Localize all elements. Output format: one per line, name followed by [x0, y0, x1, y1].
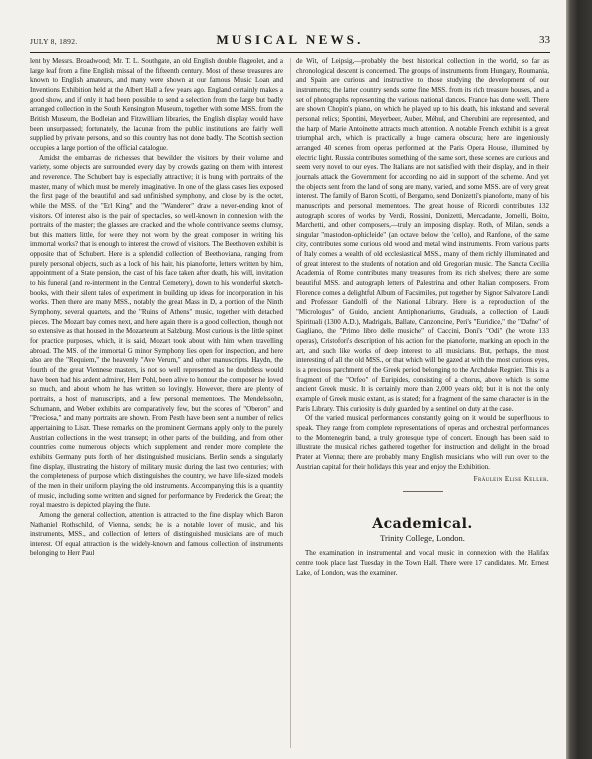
publication-title: MUSICAL NEWS.: [216, 32, 364, 47]
column-divider: [290, 58, 291, 748]
section-divider: [403, 491, 443, 492]
author-signature: Fräulein Elise Keller.: [473, 475, 549, 484]
header-date: JULY 8, 1892.: [30, 37, 78, 46]
paragraph: The examination in instrumental and vocal music in connexion with the Halifax centre took place last Tuesday in the Town Hall. There were 17 candidates. Mr. Ernest Lake, of London, was the examiner.: [296, 549, 549, 577]
paragraph: de Wit, of Leipsig,—probably the best historical collection in the world, so far as chronological descent is concerned. The groups of instruments from Hungary, Roumania, and Spain are curious and instructive to those studying the development of our instruments; the latter country sends some fine MSS. from its rich treasure houses, and a set of photographs representing the various national dances. France has done well. There are shown Chopin's piano, on which he played up to his death, his inkstand and several personal relics; Spontini, Meyerbeer, Auber, Méhul, and Cherubini are represented, and the harp of Marie Antoinette attracts much attention. A notable French exhibit is a great triumphal arch, which is practically a huge camera obscura; here are ingeniously arranged 40 scenes from operas performed at the Paris Opera House, illumined by electric light. Russia contributes something of the same sort, these scenes are curious and seem very novel to our eyes. The Italians are not satisfied with their display, and in their journals attack the Government for according no aid in support of the scheme. And yet the objects sent from the land of song are many, varied, and some MSS. are of very great interest. The family of Baron Scotti, of Bergamo, send Donizetti's pianoforte, many of his manuscripts and personal mementoes. The great house of Ricordi contributes 132 autograph scores of works by Verdi, Rossini, Donizetti, Mercadante, Jomelli, Boito, Marchetti, and other composers,—truly an imposing display. Roth, of Milan, sends a singular "mastodon-ophicleide" (an octave below the 'cello), and Ranfone, of the same city, contributes some curious old wood and metal wind instruments. From various parts of Italy comes a wealth of old ecclesiastical MSS., many of them richly illuminated and of great interest to the students of notation and old Gregorian music. The Sancta Cecilia Academia of Rome contributes many treasures from its rich shelves; there are some beautiful MSS. and autograph letters of Palestrina and other Italian composers. From Florence comes a delightful Album of Facsimiles, put together by Signor Salvatore Landi and Professor Gandolfi of the National Library. Here is a reproduction of the "Micrologus" of Guido, ancient Antiphonariums, Graduals, a collection of Laudi Spirituali (1300 A.D.), Madrigals, Ballate, Canzoncine, Peri's "Euridice," the "Dafne" of Gagliano, the "Primo libro delle musiche" of Caccini, Doni's "Odi" (he wrote 133 operas), Cristofori's description of his action for the pianoforte, marking an epoch in the art, and such like works of deep interest to all musicians. But, perhaps, the most interesting of all the old MSS., or that which will be gazed at with the most curious eyes, is a precious parchment of the Greek period belonging to the Archduke Regnier. This is a fragment of the "Orfeo" of Euripides, consisting of a chorus, above which is some ancient Greek music. It is certainly more than 2,000 years old; but it is not the only example of Greek music extant, as is stated; for a fragment of the same character is in the Paris Library. This curiosity is duly guarded by a sentinel on duty at the case.: [296, 57, 549, 413]
page-number: 33: [539, 34, 550, 46]
left-column: [30, 57, 283, 559]
section-subheading: Trinity College, London.: [380, 532, 465, 543]
paragraph: Amidst the embarras de richesses that bewilder the visitors by their volume and variety, some objects are surrounded every day by crowds gazing on them with interest and reverence. The Schubert bay is especially attractive; it is hung with portraits of the master, many of which must be merely imaginative. In one of the glass cases lies exposed the first page of the beautiful and sad unfinished symphony, and close by is the octet, while the MSS. of the "Erl King" and the "Wanderer" draw a never-ending knot of visitors. Of interest also is the pair of spectacles, so well-known in connexion with the portraits of the master; the glasses are cracked and the whole contrivance seems clumsy, but this matters little, for were they not worn by the great composer in writing his immortal works? that is enough to interest the crowd of visitors. The Beethoven exhibit is opposite that of Schubert. Here is a splendid collection of Beethoviana, ranging from purely personal objects, such as a lock of his hair, his pianoforte, letters written by him, appointment of a State pension, the cast of his face taken after death, his will, invitation to his funeral (and re-interment in the Central Cemetery), down to his wonderful sketch-books, with their silent tales of experiment in building up ideas for incorporation in his works. Then there are many MSS., notably the great Mass in D, a portion of the Ninth Symphony, several quartets, and the "Ruins of Athens" music, together with detached pieces. The Mozart bay comes next, and here again there is a good collection, though not so extensive as that housed in the Mozarteum at Salzburg. Most curious is the little spinet for practice purposes, which, it is said, Mozart took about with him when travelling abroad. The MS. of the immortal G minor Symphony lies open for inspection, and here also are the "Requiem," the heavenly "Ave Verum," and other manuscripts. Haydn, the fourth of the great Viennese masters, is not so well represented as he doubtless would have been had his ardent admirer, Herr Pohl, been alive to honour the composer he loved so much, and about whom he has written so lovingly. However, there are plenty of portraits, a host of manuscripts, and a few personal mementoes. The Mendelssohn, Schumann, and Weber exhibits are comparatively few, but the scores of "Oberon" and "Preciosa," and many portraits are shown. From Pesth have been sent a number of relics appertaining to Liszt. These remarks on the prominent Germans apply only to the purely Austrian collections in the west transept; in other parts of the building, and from other countries come numerous objects which supplement and render more complete the exhibits Germany puts forth of her distinguished musicians. Berlin sends a singularly fine display, illustrating the history of military music during the last two centuries; with the completeness of purpose which distinguishes the country, we have life-sized models of the men in their uniform playing the old instruments. Accompanying this is a quantity of music, including some written and signed for performance by Frederick the Great; the royal maestro is depicted playing the flute.: [30, 153, 283, 510]
page-header: [30, 30, 550, 50]
paragraph: Of the varied musical performances constantly going on it would be superfluous to speak. They range from complete representations of operas and orchestral performances to the Montenegrin band, a truly grotesque type of concert. Enough has been said to illustrate the musical riches gathered together for instruction and delight in the broad Prater at Vienna; there are probably many English musicians who will run over to the Austrian capital for their holidays this year and enjoy the Exhibition.: [296, 414, 549, 471]
paragraph: Among the general collection, attention is attracted to the fine display which Baron Nathaniel Rothschild, of Vienna, sends; he is a notable lover of music, and his instruments, MSS., and collection of letters of distinguished musicians are of much interest. Of equal attraction is the widely-known and famous collection of instruments belonging to Herr Paul: [30, 510, 283, 558]
paragraph: lent by Messrs. Broadwood; Mr. T. L. Southgate, an old English double flageolet, and a large leaf from a fine English missal of the fifteenth century. Most of these treasures are known to English amateurs, and many were shown at our famous Music Loan and Inventions Exhibition held at the Albert Hall a few years ago. England certainly makes a good show, and if only it had been possible to send a selection from the large but badly arranged collection in the South Kensington Museum, together with some MSS. from the British Museum, the Bodleian and Fitzwilliam libraries, the English display would have been unsurpassed; fortunately, the lacunæ from the public institutions are fairly well supplied by private persons, and so this country has not done badly. The Scottish section occupies a large portion of the official catalogue.: [30, 57, 283, 152]
header-rule: [30, 52, 550, 53]
section-heading: Academical.: [372, 515, 473, 532]
right-column: [296, 57, 549, 578]
book-spine: [566, 0, 592, 759]
